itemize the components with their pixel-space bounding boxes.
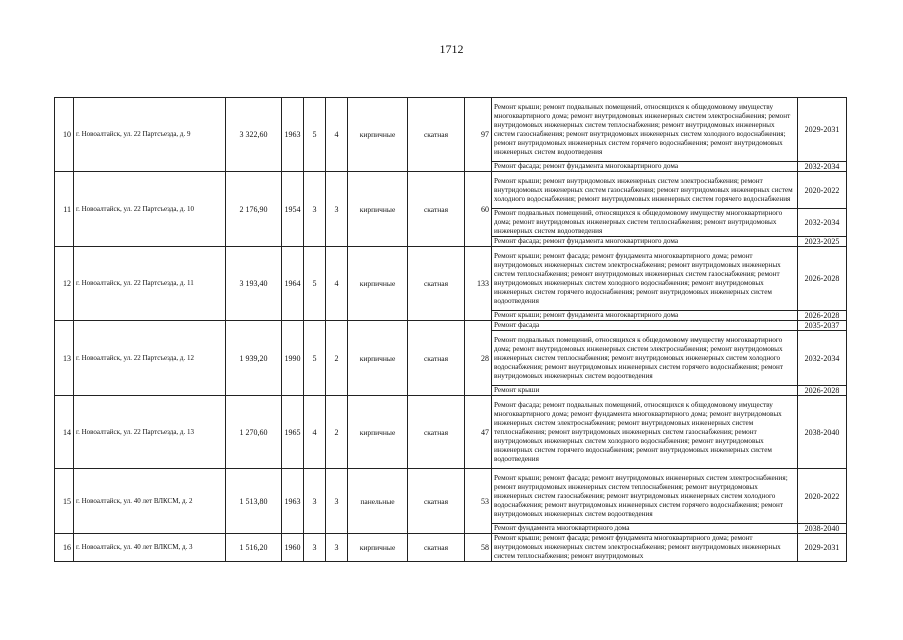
repair-works: Ремонт подвальных помещений, относящихся к общедомовому имуществу многоквартирного дома; ремонт внутридомовых инженерных систем электроснабжения; ремонт внутридомовых инженерных систем теплоснабжения; ремонт внутридомовых инженерных систем холодного водоснабжения; ремонт внутридомовых инженерных систем горячего водоснабжения; ремонт внутридомовых инженерных систем водоотведения bbox=[492, 331, 798, 386]
repair-period: 2029-2031 bbox=[798, 98, 847, 162]
house-area: 3 322,60 bbox=[226, 98, 282, 172]
repair-period: 2020-2022 bbox=[798, 172, 847, 209]
wall-material: кирпичные bbox=[348, 396, 408, 469]
repair-works: Ремонт крыши; ремонт фасада; ремонт фундамента многоквартирного дома; ремонт внутридомовых инженерных систем электроснабжения; ремонт внутридомовых инженерных систем теплоснабжения; ремонт внутридомовых инженерных систем газоснабжения; ремонт внутридомовых инженерных систем холодного водоснабжения; ремонт внутридомовых инженерных систем горячего водоснабжения; ремонт внутридомовых инженерных систем водоотведения bbox=[492, 247, 798, 311]
repair-period: 2038-2040 bbox=[798, 524, 847, 534]
table-row bbox=[55, 172, 847, 209]
roof-type: скатная bbox=[408, 98, 465, 172]
entrance-count: 3 bbox=[326, 172, 348, 247]
house-address: г. Новоалтайск, ул. 22 Партсъезда, д. 10 bbox=[74, 172, 226, 247]
house-address: г. Новоалтайск, ул. 22 Партсъезда, д. 12 bbox=[74, 321, 226, 396]
table-row bbox=[55, 396, 847, 469]
repair-works: Ремонт фасада; ремонт подвальных помещений, относящихся к общедомовому имуществу многоквартирного дома; ремонт фундамента многоквартирного дома; ремонт внутридомовых инженерных систем электроснабжения; ремонт внутридомовых инженерных систем теплоснабжения; ремонт внутридомовых инженерных систем газоснабжения; ремонт внутридомовых инженерных систем холодного водоснабжения; ремонт внутридомовых инженерных систем горячего водоснабжения; ремонт внутридомовых инженерных систем водоотведения bbox=[492, 396, 798, 469]
floor-count: 4 bbox=[304, 396, 326, 469]
repair-period: 2032-2034 bbox=[798, 331, 847, 386]
wall-material: кирпичные bbox=[348, 534, 408, 562]
apartment-count: 53 bbox=[465, 469, 492, 534]
roof-type: скатная bbox=[408, 396, 465, 469]
house-address: г. Новоалтайск, ул. 40 лет ВЛКСМ, д. 2 bbox=[74, 469, 226, 534]
entrance-count: 2 bbox=[326, 396, 348, 469]
table-row bbox=[55, 469, 847, 524]
entrance-count: 3 bbox=[326, 469, 348, 534]
repair-works: Ремонт фундамента многоквартирного дома bbox=[492, 524, 798, 534]
floor-count: 5 bbox=[304, 247, 326, 321]
build-year: 1964 bbox=[282, 247, 304, 321]
entrance-count: 3 bbox=[326, 534, 348, 562]
roof-type: скатная bbox=[408, 534, 465, 562]
repair-works: Ремонт крыши bbox=[492, 386, 798, 396]
entrance-count: 4 bbox=[326, 98, 348, 172]
row-number: 11 bbox=[55, 172, 74, 247]
repair-works: Ремонт фасада; ремонт фундамента многоквартирного дома bbox=[492, 237, 798, 247]
repair-works: Ремонт крыши; ремонт фундамента многоквартирного дома bbox=[492, 311, 798, 321]
wall-material: кирпичные bbox=[348, 321, 408, 396]
wall-material: кирпичные bbox=[348, 247, 408, 321]
table-row bbox=[55, 247, 847, 311]
house-address: г. Новоалтайск, ул. 22 Партсъезда, д. 13 bbox=[74, 396, 226, 469]
floor-count: 3 bbox=[304, 534, 326, 562]
row-number: 13 bbox=[55, 321, 74, 396]
floor-count: 3 bbox=[304, 469, 326, 534]
roof-type: скатная bbox=[408, 247, 465, 321]
table-row bbox=[55, 98, 847, 162]
build-year: 1990 bbox=[282, 321, 304, 396]
repair-period: 2029-2031 bbox=[798, 534, 847, 562]
wall-material: кирпичные bbox=[348, 172, 408, 247]
build-year: 1954 bbox=[282, 172, 304, 247]
apartment-count: 60 bbox=[465, 172, 492, 247]
entrance-count: 2 bbox=[326, 321, 348, 396]
house-area: 3 193,40 bbox=[226, 247, 282, 321]
repair-period: 2023-2025 bbox=[798, 237, 847, 247]
house-area: 1 939,20 bbox=[226, 321, 282, 396]
apartment-count: 47 bbox=[465, 396, 492, 469]
build-year: 1963 bbox=[282, 469, 304, 534]
apartment-count: 133 bbox=[465, 247, 492, 321]
repair-works: Ремонт фасада; ремонт фундамента многоквартирного дома bbox=[492, 162, 798, 172]
floor-count: 5 bbox=[304, 98, 326, 172]
house-address: г. Новоалтайск, ул. 40 лет ВЛКСМ, д. 3 bbox=[74, 534, 226, 562]
repair-works: Ремонт крыши; ремонт подвальных помещений, относящихся к общедомовому имуществу многоквартирного дома; ремонт внутридомовых инженерных систем электроснабжения; ремонт внутридомовых инженерных систем теплоснабжения; ремонт внутридомовых инженерных систем газоснабжения; ремонт внутридомовых инженерных систем холодного водоснабжения; ремонт внутридомовых инженерных систем горячего водоснабжения; ремонт внутридомовых инженерных систем водоотведения bbox=[492, 98, 798, 162]
repair-period: 2026-2028 bbox=[798, 247, 847, 311]
repair-period: 2035-2037 bbox=[798, 321, 847, 331]
row-number: 12 bbox=[55, 247, 74, 321]
roof-type: скатная bbox=[408, 469, 465, 534]
table-body bbox=[55, 98, 847, 562]
repair-period: 2020-2022 bbox=[798, 469, 847, 524]
floor-count: 5 bbox=[304, 321, 326, 396]
house-area: 2 176,90 bbox=[226, 172, 282, 247]
row-number: 16 bbox=[55, 534, 74, 562]
repair-works: Ремонт подвальных помещений, относящихся к общедомовому имуществу многоквартирного дома; ремонт внутридомовых инженерных систем теплоснабжения; ремонт внутридомовых инженерных систем водоотведения bbox=[492, 209, 798, 237]
repair-works: Ремонт крыши; ремонт фасада; ремонт внутридомовых инженерных систем электроснабжения; ремонт внутридомовых инженерных систем теплоснабжения; ремонт внутридомовых инженерных систем газоснабжения; ремонт внутридомовых инженерных систем холодного водоснабжения; ремонт внутридомовых инженерных систем горячего водоснабжения; ремонт внутридомовых инженерных систем водоотведения bbox=[492, 469, 798, 524]
wall-material: кирпичные bbox=[348, 98, 408, 172]
roof-type: скатная bbox=[408, 321, 465, 396]
house-area: 1 516,20 bbox=[226, 534, 282, 562]
build-year: 1965 bbox=[282, 396, 304, 469]
floor-count: 3 bbox=[304, 172, 326, 247]
house-area: 1 513,80 bbox=[226, 469, 282, 534]
repair-works: Ремонт фасада bbox=[492, 321, 798, 331]
apartment-count: 28 bbox=[465, 321, 492, 396]
page-number: 1712 bbox=[439, 42, 464, 56]
repair-works: Ремонт крыши; ремонт внутридомовых инженерных систем электроснабжения; ремонт внутридомовых инженерных систем газоснабжения; ремонт внутридомовых инженерных систем холодного водоснабжения; ремонт внутридомовых инженерных систем горячего водоснабжения bbox=[492, 172, 798, 209]
apartment-count: 97 bbox=[465, 98, 492, 172]
wall-material: панельные bbox=[348, 469, 408, 534]
row-number: 14 bbox=[55, 396, 74, 469]
build-year: 1960 bbox=[282, 534, 304, 562]
repair-period: 2026-2028 bbox=[798, 311, 847, 321]
table-row bbox=[55, 321, 847, 331]
build-year: 1963 bbox=[282, 98, 304, 172]
capital-repair-table bbox=[54, 97, 847, 562]
repair-period: 2038-2040 bbox=[798, 396, 847, 469]
house-address: г. Новоалтайск, ул. 22 Партсъезда, д. 11 bbox=[74, 247, 226, 321]
roof-type: скатная bbox=[408, 172, 465, 247]
house-area: 1 270,60 bbox=[226, 396, 282, 469]
entrance-count: 4 bbox=[326, 247, 348, 321]
table-row bbox=[55, 534, 847, 562]
repair-works: Ремонт крыши; ремонт фасада; ремонт фундамента многоквартирного дома; ремонт внутридомовых инженерных систем электроснабжения; ремонт внутридомовых инженерных систем теплоснабжения; ремонт внутридомовых bbox=[492, 534, 798, 562]
row-number: 10 bbox=[55, 98, 74, 172]
repair-period: 2032-2034 bbox=[798, 162, 847, 172]
repair-period: 2026-2028 bbox=[798, 386, 847, 396]
apartment-count: 58 bbox=[465, 534, 492, 562]
row-number: 15 bbox=[55, 469, 74, 534]
house-address: г. Новоалтайск, ул. 22 Партсъезда, д. 9 bbox=[74, 98, 226, 172]
repair-period: 2032-2034 bbox=[798, 209, 847, 237]
